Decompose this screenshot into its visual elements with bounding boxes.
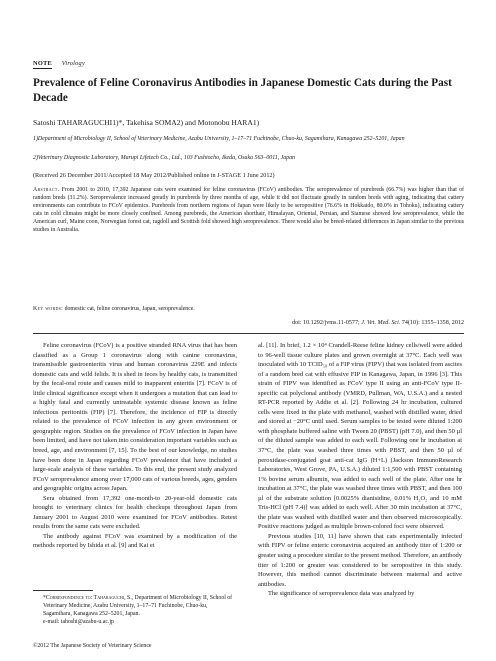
- right-column: [258, 341, 462, 599]
- citation-volume: 74(10): 1355–1358, 2012: [401, 320, 464, 326]
- keywords-text: domestic cat, feline coronavirus, Japan, seroprevalence.: [64, 306, 195, 312]
- article-title: Prevalence of Feline Coronavirus Antibodies in Japanese Domestic Cats during the Past Decade: [33, 77, 452, 104]
- article-type-header: [33, 60, 85, 67]
- body-paragraph: The significance of seroprevalence data was analyzed by: [268, 590, 415, 598]
- header-divider: [33, 333, 464, 334]
- body-paragraph: The antibody against FCoV was examined by a modification of the methods reported by Ishida et al. [9] and Kai et: [33, 532, 237, 550]
- footnote-email: e-mail: tahoshi@azabu-u.ac.jp: [43, 619, 114, 626]
- keywords-label: Key words:: [33, 306, 64, 312]
- body-paragraph: Feline coronavirus (FCoV) is a positive stranded RNA virus that has been classified as a Group 1 coronavirus along with canine coronavirus, transmissible gastroenteritis virus and human coronavirus 229E and infects domestic cats and wild felids. It is shed in feces by healthy cats, is transmitted by the fecal-oral route and causes mild to inapparent enteritis [7]. FCoV is of little clinical significance except when it undergoes a mutation that can lead to a highly fatal and currently untreatable systemic disease known as feline infectious peritonitis (FIP) [7]. Therefore, the incidence of FIP is directly related to the prevalence of FCoV infection in any given environment or geographic region. Studies on the prevalence of FCoV infection in Japan have been limited, and have not taken into consideration important variables such as breed, age, and environment [7, 15]. To the best of our knowledge, no studies have been done in Japan regarding FCoV prevalence that have included a large-scale analysis of these variables. To this end, the present study analyzed FCoV seroprevalence among over 17,000 cats of various breeds, ages, genders and geographic origins across Japan.: [33, 342, 237, 493]
- abstract-text: From 2001 to 2010, 17,392 Japanese cats were examined for feline coronavirus (FCoV) antibodies. The seroprevalence of purebreds (66.7%) was higher than that of random breds (31.2%). Seroprevalence increased greatly in purebreds by three months of age, while it did not fluctuate greatly in random breds with aging, indicating that cattery environments can contribute to FCoV epidemics. Purebreds from northern regions of Japan were likely to be seropositive (76.6% in Hokkaido, 80.0% in Tohoku), indicating cattery cats in cold climates might be more closely confined. Among purebreds, the American shorthair, Himalayan, Oriental, Persian, and Siamese showed low seroprevalence, while the American curl, Maine coon, Norwegian forest cat, ragdoll and Scottish fold showed high seroprevalence. There would also be breed-related differences in Japan similar to the previous studies in Australia.: [33, 187, 464, 234]
- note-label: NOTE: [33, 60, 52, 67]
- section-label: Virology: [61, 60, 85, 67]
- copyright-line: ©2012 The Japanese Society of Veterinary Science: [33, 643, 152, 649]
- abstract-label: Abstract.: [33, 187, 60, 193]
- journal-name: J. Vet. Med. Sci.: [361, 320, 401, 326]
- doi-prefix: doi: 10.1292/jvms.11-0577;: [292, 320, 360, 326]
- body-paragraph: Previous studies [10, 11] have shown that cats experimentally infected with FIPV or feline enteric coronavirus acquired an antibody titer of 1:200 or greater using a procedure similar to the present method. Therefore, an antibody titer of 1:200 or greater was considered to be seropositive in this study. However, this method cannot discriminate between maternal and active antibodies.: [258, 532, 462, 588]
- left-column: [33, 341, 237, 551]
- author-list: Satoshi TAHARAGUCHI1)*, Takehisa SOMA2) and Motonobu HARA1): [33, 118, 260, 127]
- affiliation-1: 1)Department of Microbiology II, School of Veterinary Medicine, Azabu University, 1–17–71 Fuchinobe, Chuo-ku, Sagamihara, Kanagawa 252–5201, Japan: [33, 136, 405, 142]
- keywords: [33, 306, 464, 312]
- affiliation-2: 2)Veterinary Diagnostic Laboratory, Marupi Lifetech Co., Ltd., 103 Fushiocho, Ikeda, Osaka 563–0011, Japan: [33, 155, 295, 161]
- doi-citation: [292, 320, 464, 326]
- footnote-divider: [33, 590, 93, 591]
- received-dates: (Received 26 December 2011/Accepted 18 May 2012/Published online in J-STAGE 1 June 2012): [33, 172, 275, 179]
- footnote-text: Department of Microbiology II, School of Veterinary Medicine, Azabu University, 1–17–71 Fuchinobe, Chuo-ku, Sagamihara, Kanagawa 252–5201, Japan.: [43, 595, 233, 618]
- abstract: [33, 186, 464, 235]
- body-paragraph: al. [11]. In brief, 1.2 × 10⁴ Crandell-Reese feline kidney cells/well were added to 96-well tissue culture plates and grown overnight at 37°C. Each well was inoculated with 10 TCID₅₀ of a FIP virus (FIPV) that was isolated from ascites of a random bred cat with effusive FIP in Kanagawa, Japan, in 1996 [3]. This strain of FIPV was identified as FCoV type II using an anti-FCoV type II-specific cat polyclonal antibody (VMRD, Pullman, WA, U.S.A.) and a nested RT-PCR reported by Addie et al. [2]. Following 24 hr incubation, cultured cells were fixed in the plate with methanol, washed with distilled water, dried and stored at −20°C until used. Serum samples to be tested were diluted 1:200 with phosphate buffered saline with Tween 20 (PBST) (pH 7.0), and then 50 µl of the diluted sample was added to each well. Following one hr incubation at 37°C, the plate was washed three times with PBST, and then 50 µl of peroxidase-conjugated goat anti-cat IgG (H+L) (Jackson ImmunoResearch Laboratories, West Grove, PA, U.S.A.) diluted 1:1,500 with PBST containing 1% bovine serum albumin, was added to each well of the plate. After one hr incubation at 37°C, the plate was washed three times with PBST, and then 100 µl of the substrate solution [0.0025% dianisidine, 0.01% H₂O₂ and 10 mM Tris-HCl (pH 7.4)] was added to each well. After 30 min incubation at 37°C, the plate was washed with distilled water and then observed microscopically. Positive reactions judged as multiple brown-colored foci were observed.: [258, 342, 462, 531]
- body-paragraph: Sera obtained from 17,392 one-month-to 20-year-old domestic cats brought to veterinary clinics for health checkups throughout Japan from January 2001 to August 2010 were examined for FCoV antibodies. Retest results from the same cats were excluded.: [33, 494, 237, 531]
- correspondence-footnote: [33, 594, 237, 626]
- footnote-label: *Correspondence to: Taharaguchi, S.,: [43, 595, 134, 601]
